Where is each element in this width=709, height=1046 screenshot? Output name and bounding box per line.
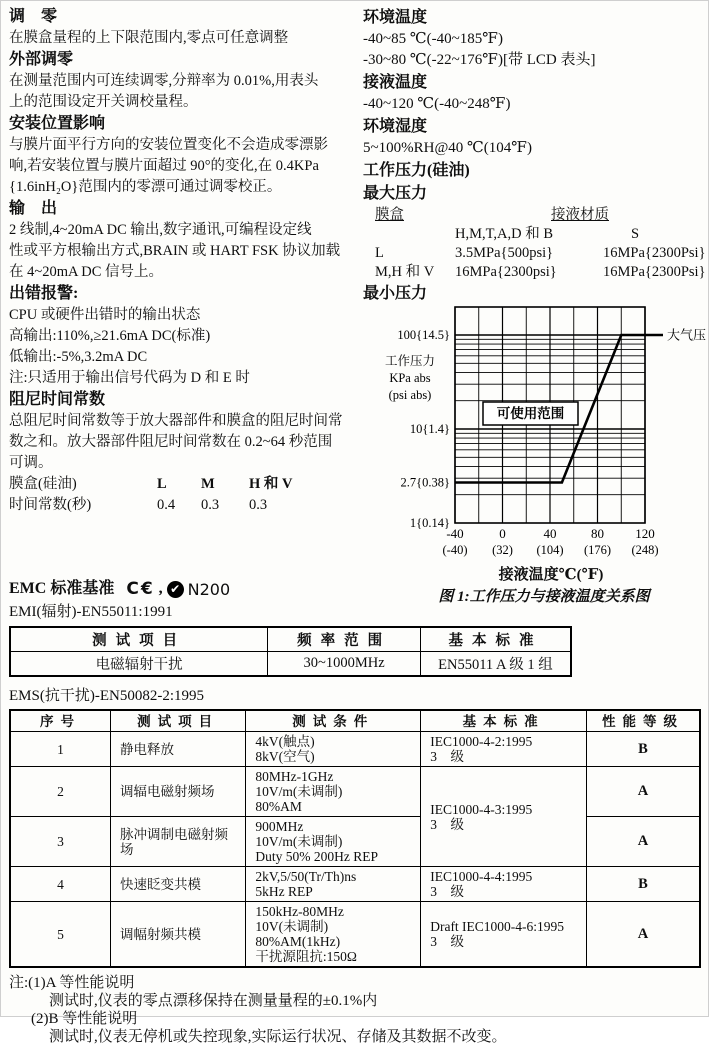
y-axis-label: 工作压力 xyxy=(384,354,436,368)
x-tick-label-f: (-40) xyxy=(442,543,468,557)
pressure-subcol: S xyxy=(631,226,640,242)
text-line: 2 线制,4~20mA DC 输出,数字通讯,可编程设定线 xyxy=(9,222,312,238)
y-tick-label: 100{14.5} xyxy=(397,328,450,342)
ems-conditions-cell xyxy=(246,867,421,902)
emc-heading-line xyxy=(9,577,707,601)
ems-conditions-cell xyxy=(246,732,421,767)
text-line: 注:只适用于输出信号代码为 D 和 E 时 xyxy=(9,370,250,386)
emi-header-row xyxy=(10,627,571,652)
standard-line: Draft IEC1000-4-6:1995 xyxy=(430,919,565,934)
ems-no-cell: 1 xyxy=(10,732,110,767)
note-line: 测试时,仪表的零点漂移保持在测量量程的±0.1%内 xyxy=(49,993,378,1009)
ems-header-cell: 基本标准 xyxy=(421,710,587,732)
separator: , xyxy=(158,580,163,597)
ems-no-cell: 3 xyxy=(10,817,110,867)
ems-row xyxy=(10,732,700,767)
damping-table-row xyxy=(9,495,359,516)
ems-row xyxy=(10,867,700,902)
heading-error-alarm: 出错报警: xyxy=(9,285,79,302)
ems-grade-cell: B xyxy=(587,867,700,902)
damping-cell: L xyxy=(157,476,167,492)
x-tick-label-c: 0 xyxy=(499,526,506,541)
chart-canvas xyxy=(363,305,709,557)
y-tick-label: 2.7{0.38} xyxy=(400,475,450,490)
condition-line: 80%AM xyxy=(255,799,302,814)
text-line: 在测量范围内可连续调零,分辩率为 0.01%,用表头 xyxy=(9,73,319,89)
emi-cell: EN55011 A 级 1 组 xyxy=(420,652,571,677)
atmosphere-label: 大气压 xyxy=(667,327,707,343)
chart-x-axis-label: 接液温度℃(℉) xyxy=(498,567,604,583)
text-line: -30~80 ℃(-22~176℉)[带 LCD 表头] xyxy=(363,52,596,68)
damping-cell: 膜盒(硅油) xyxy=(9,476,77,492)
x-tick-label-f: (32) xyxy=(492,543,513,557)
condition-line: 10V/m(未调制) xyxy=(255,784,343,799)
ems-header-cell: 序号 xyxy=(10,710,110,732)
damping-cell: 时间常数(秒) xyxy=(9,497,92,513)
ems-header-cell: 测试项目 xyxy=(110,710,245,732)
ems-conditions-cell xyxy=(246,767,421,817)
condition-line: 80%AM(1kHz) xyxy=(255,934,341,949)
pressure-cell: 16MPa{2300Psi} xyxy=(603,264,706,280)
ems-item-cell: 脉冲调制电磁射频场 xyxy=(110,817,245,867)
ems-row xyxy=(10,817,700,867)
ems-no-cell: 5 xyxy=(10,902,110,968)
ems-header-row xyxy=(10,710,700,732)
note-line: 注:(1)A 等性能说明 xyxy=(9,975,135,991)
chart-caption: 图 1:工作压力与接液温度关系图 xyxy=(438,589,650,605)
ems-item-cell: 调辐电磁射频场 xyxy=(110,767,245,817)
ems-standard-cell xyxy=(421,732,587,767)
max-pressure-table xyxy=(363,206,709,282)
standard-line: 3 级 xyxy=(430,816,464,832)
ems-header-cell: 测试条件 xyxy=(246,710,421,732)
text-line: 响,若安装位置与膜片面超过 90°的变化,在 0.4KPa xyxy=(9,158,319,174)
heading-damping-time: 阻尼时间常数 xyxy=(9,391,106,408)
emi-cell: 30~1000MHz xyxy=(268,652,421,677)
pressure-cell: M,H 和 V xyxy=(375,264,435,280)
pressure-cell: 3.5MPa{500psi} xyxy=(455,245,554,261)
pressure-temperature-chart xyxy=(363,305,709,608)
text-line: 高输出:110%,≥21.6mA DC(标准) xyxy=(9,328,211,344)
ems-standard-cell xyxy=(421,902,587,968)
x-tick-label-c: 120 xyxy=(635,526,655,541)
ems-item-cell: 快速眨变共模 xyxy=(110,867,245,902)
heading-max-pressure: 最大压力 xyxy=(363,185,428,202)
usable-range-label: 可使用范围 xyxy=(496,406,565,421)
pressure-subcol: H,M,T,A,D 和 B xyxy=(455,226,554,242)
ems-grade-cell: A xyxy=(587,902,700,968)
condition-line: 900MHz xyxy=(255,819,304,834)
emi-data-row xyxy=(10,652,571,677)
text-line: 性或平方根输出方式,BRAIN 或 HART FSK 协议加载 xyxy=(9,243,341,259)
heading-output: 输 出 xyxy=(9,200,58,217)
heading-external-zero: 外部调零 xyxy=(9,51,74,68)
ems-item-cell: 静电释放 xyxy=(110,732,245,767)
standard-line: 3 级 xyxy=(430,749,464,764)
ems-row xyxy=(10,902,700,968)
x-tick-label-f: (248) xyxy=(631,543,659,557)
x-tick-label-c: -40 xyxy=(446,526,464,541)
y-tick-label: 10{1.4} xyxy=(409,422,450,436)
condition-line: 150kHz-80MHz xyxy=(255,904,344,919)
check-icon: ✔ xyxy=(170,581,181,596)
ems-conditions-cell xyxy=(246,817,421,867)
x-tick-label-c: 40 xyxy=(543,526,557,541)
heading-process-temp: 接液温度 xyxy=(363,74,428,91)
text-line: CPU 或硬件出错时的输出状态 xyxy=(9,307,201,323)
ems-no-cell: 2 xyxy=(10,767,110,817)
standard-line: IEC1000-4-2:1995 xyxy=(430,734,533,749)
ems-row xyxy=(10,767,700,817)
ems-standard-line: EMS(抗干扰)-EN50082-2:1995 xyxy=(9,688,204,704)
damping-cell: 0.3 xyxy=(201,497,220,513)
x-tick-label-f: (176) xyxy=(583,543,612,557)
ctick-mark-icon xyxy=(167,581,184,598)
damping-table-row xyxy=(9,474,359,495)
text-line: 与膜片面平行方向的安装位置变化不会造成零漂影 xyxy=(9,137,328,153)
y-axis-label: (psi abs) xyxy=(388,388,432,402)
pressure-cell: L xyxy=(375,245,384,261)
note-line: 测试时,仪表无停机或失控现象,实际运行状况、存储及其数据不改变。 xyxy=(49,1029,507,1045)
standard-line: 3 级 xyxy=(430,884,464,899)
condition-line: 10V/m(未调制) xyxy=(255,834,343,849)
text-line: -40~120 ℃(-40~248℉) xyxy=(363,96,511,112)
pressure-cell: 16MPa{2300psi} xyxy=(455,264,557,280)
x-tick-label-c: 80 xyxy=(591,526,604,541)
pressure-col-material: 接液材质 xyxy=(551,207,609,223)
text-line: 低输出:-5%,3.2mA DC xyxy=(9,349,148,365)
ctick-label: N200 xyxy=(187,579,231,599)
heading-min-pressure: 最小压力 xyxy=(363,285,428,302)
ems-header-cell: 性能等级 xyxy=(587,710,700,732)
x-tick-label-f: (104) xyxy=(536,543,564,557)
damping-cell: H 和 V xyxy=(249,476,293,492)
emi-table xyxy=(9,626,572,677)
heading-working-pressure: 工作压力(硅油) xyxy=(363,162,470,179)
emi-cell: 电磁辐射干扰 xyxy=(10,652,268,677)
ems-conditions-cell xyxy=(246,902,421,968)
text-line: 5~100%RH@40 ℃(104℉) xyxy=(363,140,532,156)
condition-line: 5kHz REP xyxy=(255,884,313,899)
ems-item-cell: 调幅射频共模 xyxy=(110,902,245,968)
ems-grade-cell: A xyxy=(587,767,700,817)
text-line: 可调。 xyxy=(9,455,53,471)
emi-header-cell: 测试项目 xyxy=(10,627,268,652)
damping-cell: 0.4 xyxy=(157,497,176,513)
y-tick-label: 1{0.14} xyxy=(409,516,450,530)
ems-no-cell: 4 xyxy=(10,867,110,902)
condition-line: Duty 50% 200Hz REP xyxy=(255,849,378,864)
emc-heading: EMC 标准基准 xyxy=(9,580,115,597)
emi-header-cell: 频率范围 xyxy=(268,627,421,652)
ems-grade-cell: A xyxy=(587,817,700,867)
heading-mounting-effect: 安装位置影响 xyxy=(9,115,106,132)
ems-standard-cell-merged xyxy=(421,767,587,867)
right-column xyxy=(363,6,709,608)
text-line: {1.6inH₂O}范围内的零漂可通过调零校正。 xyxy=(9,179,282,195)
emi-standard-line: EMI(辐射)-EN55011:1991 xyxy=(9,604,173,620)
text-line: 总阻尼时间常数等于放大器部件和膜盒的阻尼时间常 xyxy=(9,413,343,429)
damping-cell: M xyxy=(201,476,215,492)
ems-standard-cell xyxy=(421,867,587,902)
pressure-col-capsule: 膜盒 xyxy=(375,207,404,223)
text-line: 上的范围设定开关调校量程。 xyxy=(9,94,198,110)
text-line: -40~85 ℃(-40~185℉) xyxy=(363,31,503,47)
text-line: 数之和。放大器部件阻尼时间常数在 0.2~64 秒范围 xyxy=(9,434,333,450)
standard-line: IEC1000-4-3:1995 xyxy=(430,801,533,817)
standard-line: 3 级 xyxy=(430,934,464,949)
pressure-cell xyxy=(363,225,451,244)
damping-cell: 0.3 xyxy=(249,497,268,513)
standard-line: IEC1000-4-4:1995 xyxy=(430,869,533,884)
ems-table xyxy=(9,709,701,968)
emc-section xyxy=(9,577,707,1046)
heading-ambient-humidity: 环境湿度 xyxy=(363,118,428,135)
condition-line: 4kV(触点) xyxy=(255,734,315,749)
footnotes xyxy=(9,974,707,1046)
condition-line: 10V(未调制) xyxy=(255,919,329,934)
ce-mark-icon: C€ xyxy=(126,579,155,599)
pressure-cell: 16MPa{2300Psi} xyxy=(603,245,706,261)
emi-header-cell: 基本标准 xyxy=(420,627,571,652)
heading-zero-adjust: 调 零 xyxy=(9,8,58,25)
text-line: 在 4~20mA DC 信号上。 xyxy=(9,264,164,280)
condition-line: 干扰源阻抗:150Ω xyxy=(255,949,357,964)
heading-ambient-temp: 环境温度 xyxy=(363,9,428,26)
y-axis-label: KPa abs xyxy=(389,371,431,385)
condition-line: 80MHz-1GHz xyxy=(255,769,334,784)
note-line: (2)B 等性能说明 xyxy=(31,1011,138,1027)
ems-grade-cell: B xyxy=(587,732,700,767)
condition-line: 2kV,5/50(Tr/Th)ns xyxy=(255,869,357,884)
condition-line: 8kV(空气) xyxy=(255,749,315,764)
left-column xyxy=(9,6,359,516)
text-line: 在膜盒量程的上下限范围内,零点可任意调整 xyxy=(9,30,289,46)
